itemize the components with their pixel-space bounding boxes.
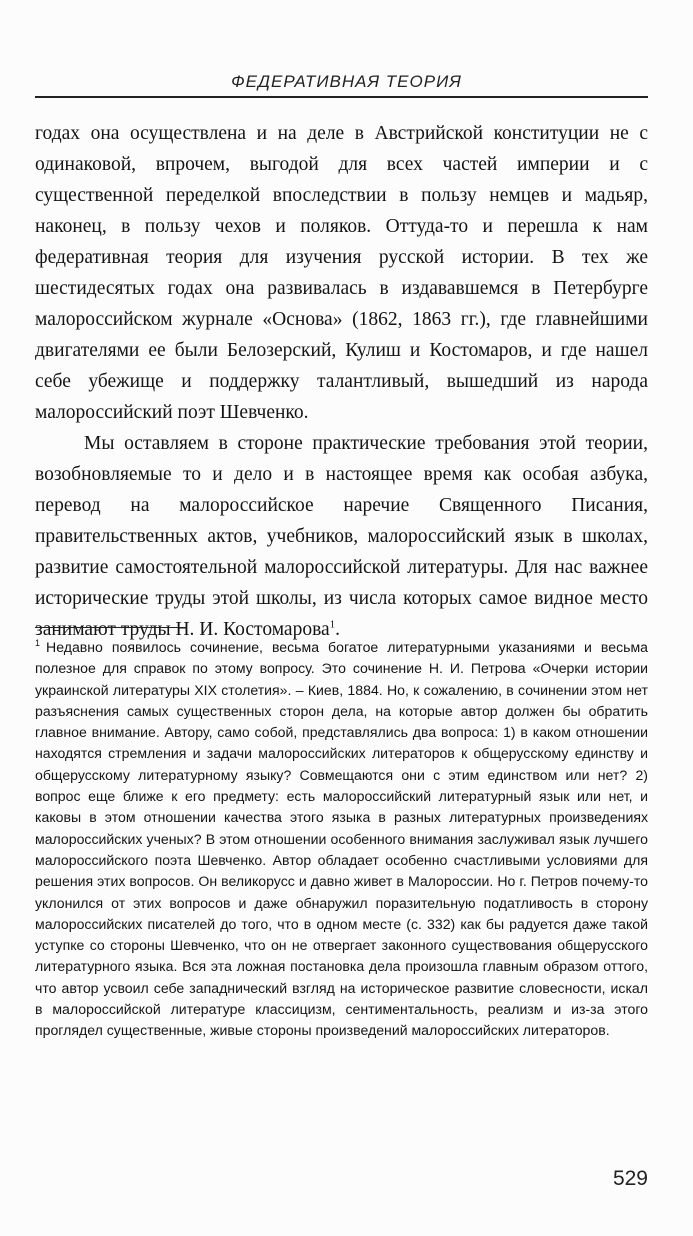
footnote-number: 1 [35, 638, 41, 649]
paragraph-2-text: Мы оставляем в стороне практические требования этой теории, возобновляемые то и дело и в настоящее время как особая азбука, перевод на малороссийское наречие Священного Писания, правительственных актов, учебников, малороссийский язык в школах, развитие самостоятельной малороссийской литературы. Для нас важнее исторические труды этой школы, из числа которых самое видное место занимают труды Н. И. Костомарова [35, 433, 648, 640]
footnote-rule [35, 627, 187, 628]
footnote [35, 637, 648, 1042]
main-text [35, 118, 648, 645]
running-title: ФЕДЕРАТИВНАЯ ТЕОРИЯ [231, 72, 462, 91]
footnote-reference[interactable]: 1 [329, 618, 336, 631]
paragraph-2: Мы оставляем в стороне практические требования этой теории, возобновляемые то и дело и в настоящее время как особая азбука, перевод на малороссийское наречие Священного Писания, правительственных актов, учебников, малороссийский язык в школах, развитие самостоятельной малороссийской литературы. Для нас важнее исторические труды этой школы, из числа которых самое видное место занимают труды Н. И. Костомарова$^1$. [35, 433, 648, 640]
paragraph-1: годах она осуществлена и на деле в Австрийской конституции не с одинаковой, впрочем, выгодой для всех частей империи и с существенной переделкой впоследствии в пользу немцев и мадьяр, наконец, в пользу чехов и поляков. Оттуда-то и перешла к нам федеративная теория для изучения русской истории. В тех же шестидесятых годах она развивалась в издававшемся в Петербурге малороссийском журнале «Основа» (1862, 1863 гг.), где главнейшими двигателями ее были Белозерский, Кулиш и Костомаров, и где нашел себе убежище и поддержку талантливый, вышедший из народа малороссийский поэт Шевченко. [35, 123, 648, 423]
page-number: 529 [612, 1167, 648, 1190]
header-rule [35, 96, 648, 98]
footnote-text: Недавно появилось сочинение, весьма богатое литературными указаниями и весьма полезное для справок по этому вопросу. Это сочинение Н. И. Петрова «Очерки истории украинской литературы XIX столетия». – Киев, 1884. Но, к сожалению, в сочинении этом нет разъяснения самых существенных сторон дела, на которые автор должен бы обратить главное внимание. Автору, само собой, представлялись два вопроса: 1) в каком отношении находятся стремления и задачи малороссийских литераторов к общерусскому единству и общерусскому литературному языку? Совмещаются они с этим единством или нет? 2) вопрос еще ближе к его предмету: есть малороссийский литературный язык или нет, и каковы в этом отношении качества этого языка в разных литературных произведениях малороссийских ученых? В этом отношении особенного внимания заслуживал язык лучшего малороссийского поэта Шевченко. Автор обладает особенно счастливыми условиями для решения этих вопросов. Он великорусс и давно живет в Малороссии. Но г. Петров почему-то уклонился от этих вопросов и даже обнаружил поразительную податливость в сторону малороссийских писателей до того, что в одном месте (с. 332) как бы радуется даже такой уступке со стороны Шевченко, что он не отвергает законного существования общерусского литературного языка. Вся эта ложная постановка дела произошла главным образом оттого, что автор усвоил себе западнический взгляд на историческое развитие словесности, искал в малороссийской литературе классицизм, сентиментальность, реализм и из-за этого проглядел существенные, живые стороны произведений малороссийских литераторов. [35, 639, 648, 1039]
